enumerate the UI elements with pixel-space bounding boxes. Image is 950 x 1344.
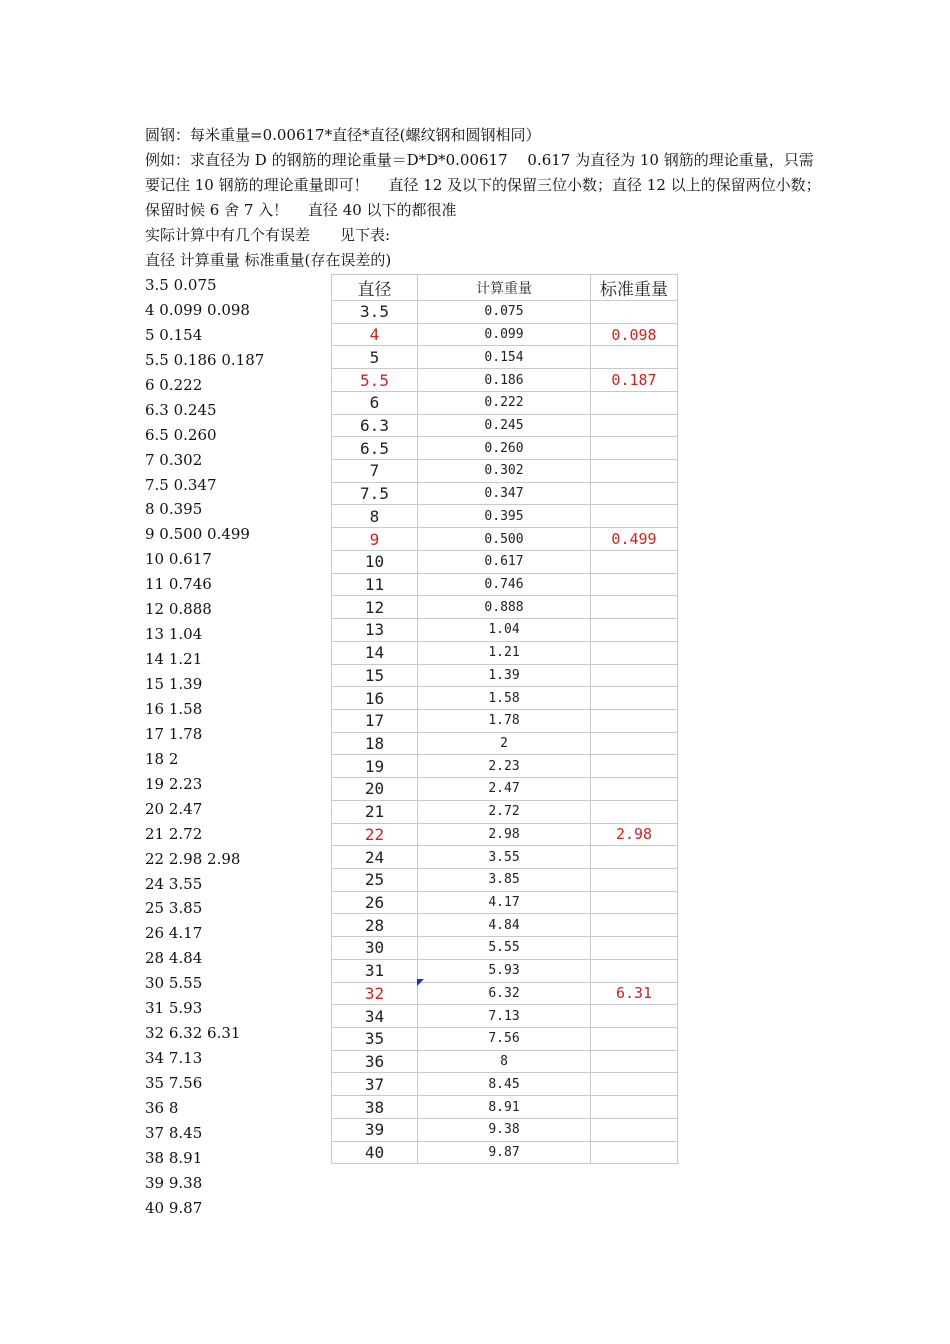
std-weight-cell bbox=[591, 550, 678, 573]
table-row bbox=[332, 755, 678, 778]
text-line: 14 1.21 bbox=[145, 650, 203, 669]
text-line: 8 0.395 bbox=[145, 500, 203, 519]
calc-weight-cell: 7.56 bbox=[418, 1028, 591, 1051]
table-row bbox=[332, 914, 678, 937]
text-line: 30 5.55 bbox=[145, 974, 203, 993]
text-line: 25 3.85 bbox=[145, 899, 203, 918]
diameter-cell: 20 bbox=[332, 778, 418, 801]
table-row bbox=[332, 414, 678, 437]
diameter-cell: 24 bbox=[332, 846, 418, 869]
table-row bbox=[332, 619, 678, 642]
diameter-cell: 14 bbox=[332, 641, 418, 664]
std-weight-cell bbox=[591, 937, 678, 960]
text-line: 37 8.45 bbox=[145, 1123, 203, 1142]
table-row bbox=[332, 323, 678, 346]
intro-text bbox=[145, 123, 825, 273]
text-line: 12 0.888 bbox=[145, 600, 212, 619]
diameter-cell: 3.5 bbox=[332, 301, 418, 324]
diameter-cell: 17 bbox=[332, 709, 418, 732]
table-row bbox=[332, 846, 678, 869]
calc-weight-cell: 0.746 bbox=[418, 573, 591, 596]
table-row bbox=[332, 482, 678, 505]
text-line: 34 7.13 bbox=[145, 1049, 203, 1068]
calc-weight-cell: 3.85 bbox=[418, 868, 591, 891]
calc-weight-cell: 0.347 bbox=[418, 482, 591, 505]
diameter-cell: 40 bbox=[332, 1141, 418, 1164]
table-row bbox=[332, 709, 678, 732]
std-weight-cell bbox=[591, 301, 678, 324]
diameter-cell: 18 bbox=[332, 732, 418, 755]
table-row bbox=[332, 460, 678, 483]
header-diameter: 直径 bbox=[332, 275, 418, 301]
diameter-cell: 12 bbox=[332, 596, 418, 619]
table-row bbox=[332, 346, 678, 369]
table-row bbox=[332, 301, 678, 324]
diameter-cell: 39 bbox=[332, 1118, 418, 1141]
calc-weight-cell: 8.45 bbox=[418, 1073, 591, 1096]
calc-weight-cell: 2 bbox=[418, 732, 591, 755]
text-line: 11 0.746 bbox=[145, 575, 212, 594]
text-line: 6 0.222 bbox=[145, 375, 203, 394]
std-weight-cell bbox=[591, 664, 678, 687]
text-line: 6.3 0.245 bbox=[145, 400, 217, 419]
calc-weight-cell: 0.245 bbox=[418, 414, 591, 437]
text-line: 16 1.58 bbox=[145, 699, 203, 718]
calc-weight-cell: 2.98 bbox=[418, 823, 591, 846]
table-row bbox=[332, 959, 678, 982]
text-line: 21 2.72 bbox=[145, 824, 203, 843]
std-weight-cell: 6.31 bbox=[591, 982, 678, 1005]
calc-weight-cell: 8 bbox=[418, 1050, 591, 1073]
table-row bbox=[332, 641, 678, 664]
column-caption: 直径 计算重量 标准重量(存在误差的) bbox=[145, 251, 392, 269]
text-line: 10 0.617 bbox=[145, 550, 212, 569]
calc-weight-cell: 2.23 bbox=[418, 755, 591, 778]
diameter-cell: 6.5 bbox=[332, 437, 418, 460]
diameter-cell: 30 bbox=[332, 937, 418, 960]
diameter-cell: 28 bbox=[332, 914, 418, 937]
diameter-cell: 15 bbox=[332, 664, 418, 687]
formula-line: 圆钢：每米重量=0.00617*直径*直径(螺纹钢和圆钢相同） bbox=[145, 126, 541, 144]
calc-weight-cell: 4.84 bbox=[418, 914, 591, 937]
calc-weight-cell: 2.47 bbox=[418, 778, 591, 801]
calc-weight-cell: 0.302 bbox=[418, 460, 591, 483]
diameter-cell: 19 bbox=[332, 755, 418, 778]
table-row bbox=[332, 369, 678, 392]
diameter-cell: 26 bbox=[332, 891, 418, 914]
table-row bbox=[332, 1141, 678, 1164]
std-weight-cell bbox=[591, 891, 678, 914]
std-weight-cell bbox=[591, 414, 678, 437]
table-row bbox=[332, 505, 678, 528]
table-row bbox=[332, 800, 678, 823]
text-line: 13 1.04 bbox=[145, 625, 203, 644]
calc-weight-cell: 0.222 bbox=[418, 391, 591, 414]
calc-weight-cell: 4.17 bbox=[418, 891, 591, 914]
text-line: 17 1.78 bbox=[145, 724, 203, 743]
calc-weight-cell: 1.21 bbox=[418, 641, 591, 664]
text-line: 35 7.56 bbox=[145, 1074, 203, 1092]
std-weight-cell: 0.098 bbox=[591, 323, 678, 346]
std-weight-cell bbox=[591, 346, 678, 369]
comment-marker-icon bbox=[417, 979, 424, 986]
text-line: 4 0.099 0.098 bbox=[145, 300, 250, 319]
diameter-cell: 34 bbox=[332, 1005, 418, 1028]
table-row bbox=[332, 732, 678, 755]
std-weight-cell bbox=[591, 868, 678, 891]
std-weight-cell bbox=[591, 800, 678, 823]
text-line: 18 2 bbox=[145, 749, 179, 768]
diameter-cell: 22 bbox=[332, 823, 418, 846]
example-paragraph: 例如：求直径为 D 的钢筋的理论重量＝D*D*0.00617 0.617 为直径为 10 钢筋的理论重量，只需要记住 10 钢筋的理论重量即可！ 直径 12 及以下的保留三位小数；直径 12 以上的保留两位小数；保留时候 6 舍 7 入！ 直径 40 以下的都很准 bbox=[145, 151, 821, 219]
diameter-cell: 5 bbox=[332, 346, 418, 369]
text-line: 15 1.39 bbox=[145, 675, 203, 693]
std-weight-cell bbox=[591, 959, 678, 982]
table-row bbox=[332, 391, 678, 414]
text-line: 9 0.500 0.499 bbox=[145, 525, 250, 544]
diameter-cell: 11 bbox=[332, 573, 418, 596]
weight-table bbox=[331, 274, 678, 1164]
table-row bbox=[332, 778, 678, 801]
calc-weight-cell: 5.55 bbox=[418, 937, 591, 960]
text-line: 5 0.154 bbox=[145, 325, 203, 344]
text-line: 20 2.47 bbox=[145, 799, 203, 818]
diameter-cell: 37 bbox=[332, 1073, 418, 1096]
diameter-cell: 6 bbox=[332, 391, 418, 414]
calc-weight-cell: 0.075 bbox=[418, 301, 591, 324]
diameter-cell: 13 bbox=[332, 619, 418, 642]
std-weight-cell bbox=[591, 846, 678, 869]
text-line: 7.5 0.347 bbox=[145, 475, 217, 494]
calc-weight-cell: 1.04 bbox=[418, 619, 591, 642]
header-std-weight: 标准重量 bbox=[591, 275, 678, 301]
table-row bbox=[332, 1073, 678, 1096]
calc-weight-cell: 0.395 bbox=[418, 505, 591, 528]
calc-weight-cell: 9.87 bbox=[418, 1141, 591, 1164]
std-weight-cell bbox=[591, 596, 678, 619]
std-weight-cell bbox=[591, 619, 678, 642]
std-weight-cell bbox=[591, 687, 678, 710]
table-row bbox=[332, 891, 678, 914]
calc-weight-cell: 7.13 bbox=[418, 1005, 591, 1028]
std-weight-cell: 0.187 bbox=[591, 369, 678, 392]
diameter-cell: 8 bbox=[332, 505, 418, 528]
text-line: 19 2.23 bbox=[145, 774, 203, 793]
calc-weight-cell: 0.888 bbox=[418, 596, 591, 619]
calc-weight-cell: 0.186 bbox=[418, 369, 591, 392]
calc-weight-cell: 8.91 bbox=[418, 1096, 591, 1119]
std-weight-cell bbox=[591, 914, 678, 937]
diameter-cell: 32 bbox=[332, 982, 418, 1005]
table-row bbox=[332, 868, 678, 891]
diameter-cell: 36 bbox=[332, 1050, 418, 1073]
calc-weight-cell: 0.099 bbox=[418, 323, 591, 346]
calc-weight-cell: 5.93 bbox=[418, 959, 591, 982]
std-weight-cell: 2.98 bbox=[591, 823, 678, 846]
diameter-cell: 5.5 bbox=[332, 369, 418, 392]
calc-weight-cell: 0.500 bbox=[418, 528, 591, 551]
std-weight-cell bbox=[591, 641, 678, 664]
calc-weight-cell: 9.38 bbox=[418, 1118, 591, 1141]
text-line: 40 9.87 bbox=[145, 1198, 203, 1217]
diameter-cell: 38 bbox=[332, 1096, 418, 1119]
calc-weight-cell: 0.617 bbox=[418, 550, 591, 573]
std-weight-cell bbox=[591, 1141, 678, 1164]
table-row bbox=[332, 687, 678, 710]
std-weight-cell: 0.499 bbox=[591, 528, 678, 551]
calc-weight-cell: 1.39 bbox=[418, 664, 591, 687]
text-line: 5.5 0.186 0.187 bbox=[145, 350, 265, 369]
text-line: 7 0.302 bbox=[145, 450, 203, 469]
table-row bbox=[332, 573, 678, 596]
diameter-cell: 4 bbox=[332, 323, 418, 346]
text-line: 6.5 0.260 bbox=[145, 425, 217, 444]
text-line: 36 8 bbox=[145, 1098, 179, 1117]
text-line: 22 2.98 2.98 bbox=[145, 849, 241, 868]
diameter-cell: 10 bbox=[332, 550, 418, 573]
std-weight-cell bbox=[591, 1096, 678, 1119]
std-weight-cell bbox=[591, 460, 678, 483]
diameter-cell: 9 bbox=[332, 528, 418, 551]
text-line: 3.5 0.075 bbox=[145, 276, 217, 294]
table-row bbox=[332, 937, 678, 960]
calc-weight-cell: 1.58 bbox=[418, 687, 591, 710]
diameter-cell: 7.5 bbox=[332, 482, 418, 505]
plain-text-list bbox=[145, 273, 264, 1221]
table-row bbox=[332, 982, 678, 1005]
text-line: 31 5.93 bbox=[145, 999, 203, 1018]
error-note: 实际计算中有几个有误差 见下表: bbox=[145, 226, 391, 244]
table-row bbox=[332, 1096, 678, 1119]
std-weight-cell bbox=[591, 1073, 678, 1096]
table-row bbox=[332, 1028, 678, 1051]
std-weight-cell bbox=[591, 391, 678, 414]
std-weight-cell bbox=[591, 1118, 678, 1141]
table-row bbox=[332, 437, 678, 460]
calc-weight-cell: 6.32 bbox=[418, 982, 591, 1005]
calc-weight-cell: 2.72 bbox=[418, 800, 591, 823]
std-weight-cell bbox=[591, 437, 678, 460]
diameter-cell: 25 bbox=[332, 868, 418, 891]
std-weight-cell bbox=[591, 482, 678, 505]
table-row bbox=[332, 1005, 678, 1028]
std-weight-cell bbox=[591, 732, 678, 755]
table-body bbox=[332, 301, 678, 1164]
diameter-cell: 6.3 bbox=[332, 414, 418, 437]
std-weight-cell bbox=[591, 778, 678, 801]
table-row bbox=[332, 823, 678, 846]
text-line: 38 8.91 bbox=[145, 1148, 203, 1167]
calc-weight-cell: 0.154 bbox=[418, 346, 591, 369]
table-row bbox=[332, 1118, 678, 1141]
table-row bbox=[332, 528, 678, 551]
calc-weight-cell: 3.55 bbox=[418, 846, 591, 869]
diameter-cell: 7 bbox=[332, 460, 418, 483]
std-weight-cell bbox=[591, 1028, 678, 1051]
calc-weight-cell: 1.78 bbox=[418, 709, 591, 732]
table-row bbox=[332, 550, 678, 573]
diameter-cell: 16 bbox=[332, 687, 418, 710]
std-weight-cell bbox=[591, 1050, 678, 1073]
table-row bbox=[332, 664, 678, 687]
diameter-cell: 31 bbox=[332, 959, 418, 982]
text-line: 39 9.38 bbox=[145, 1173, 203, 1192]
table-row bbox=[332, 1050, 678, 1073]
std-weight-cell bbox=[591, 505, 678, 528]
std-weight-cell bbox=[591, 1005, 678, 1028]
std-weight-cell bbox=[591, 755, 678, 778]
table-header-row bbox=[332, 275, 678, 301]
text-line: 32 6.32 6.31 bbox=[145, 1024, 241, 1043]
table-row bbox=[332, 596, 678, 619]
text-line: 28 4.84 bbox=[145, 949, 203, 968]
header-calc-weight: 计算重量 bbox=[418, 275, 591, 301]
diameter-cell: 35 bbox=[332, 1028, 418, 1051]
calc-weight-cell: 0.260 bbox=[418, 437, 591, 460]
text-line: 26 4.17 bbox=[145, 924, 203, 943]
std-weight-cell bbox=[591, 573, 678, 596]
text-line: 24 3.55 bbox=[145, 874, 203, 893]
std-weight-cell bbox=[591, 709, 678, 732]
diameter-cell: 21 bbox=[332, 800, 418, 823]
